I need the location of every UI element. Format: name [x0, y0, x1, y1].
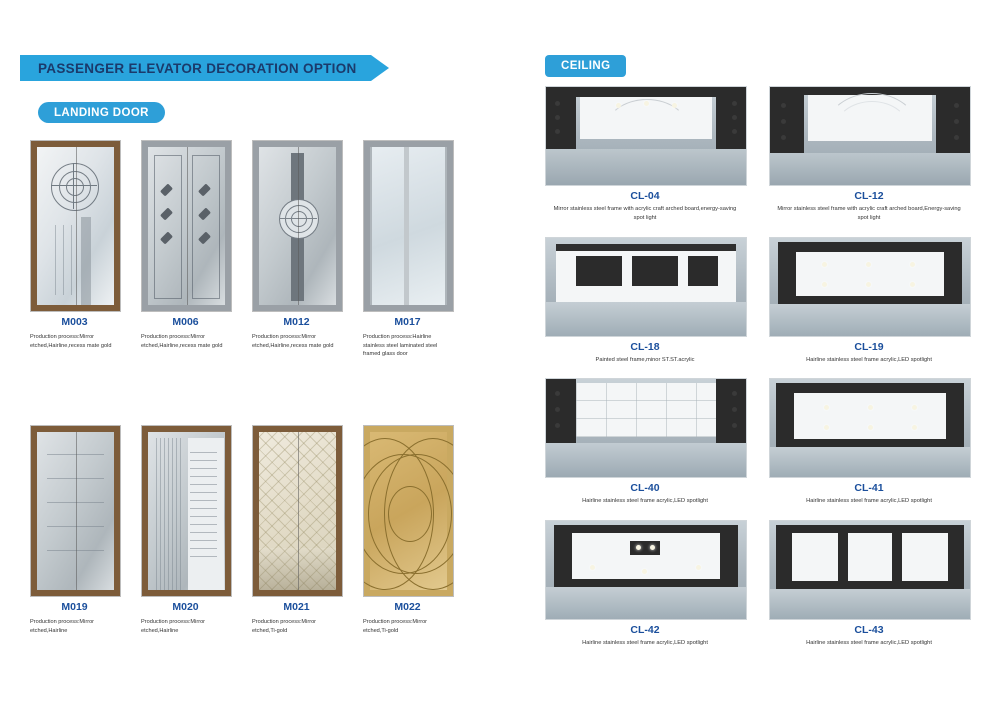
ceiling-description: Hairline stainless steel frame acrylic,LED spotlight	[806, 356, 932, 363]
ceiling-code: CL-12	[854, 190, 884, 202]
ceiling-item-cl-42[interactable]	[545, 520, 745, 648]
ceiling-image-cl-43	[769, 520, 971, 620]
door-description: Production process:Mirror etched,Hairline	[30, 618, 95, 634]
door-item-m006[interactable]	[141, 140, 230, 359]
ceiling-row	[545, 378, 975, 506]
ceiling-item-cl-04[interactable]	[545, 86, 745, 223]
door-item-m017[interactable]	[363, 140, 452, 359]
ceiling-grid	[545, 86, 975, 662]
door-image-m012	[252, 140, 343, 312]
door-description: Production process:Mirror etched,Hairline	[141, 618, 206, 634]
ceiling-description: Painted steel frame,minor ST.ST.acrylic	[595, 356, 695, 363]
ceiling-item-cl-43[interactable]	[769, 520, 969, 648]
door-image-m017	[363, 140, 454, 312]
ceiling-description: Hairline stainless steel frame acrylic,LED spotlight	[806, 498, 932, 505]
door-item-m021[interactable]	[252, 425, 341, 635]
door-code: M021	[283, 600, 310, 613]
door-description: Production process:Mirror etched,Ti-gold	[363, 618, 428, 634]
ceiling-description: Hairline stainless steel frame acrylic,LED spotlight	[582, 498, 708, 505]
door-description: Production process:Mirror etched,Hairline,recess mate gold	[30, 334, 112, 349]
door-item-m003[interactable]	[30, 140, 119, 359]
door-code: M006	[172, 316, 199, 328]
ceiling-image-cl-19	[769, 237, 971, 337]
ceiling-description: Hairline stainless steel frame acrylic,LED spotlight	[806, 640, 932, 647]
main-banner	[20, 55, 389, 81]
door-description: Production process:Mirror etched,Hairline,recess mate gold	[141, 334, 223, 349]
ceiling-image-cl-41	[769, 378, 971, 478]
door-row	[30, 425, 500, 635]
ceiling-image-cl-04	[545, 86, 747, 186]
section-label-ceiling	[545, 55, 626, 77]
door-image-m020	[141, 425, 232, 597]
door-code: M022	[394, 600, 421, 613]
door-image-m003	[30, 140, 121, 312]
door-description: Production process:Mirror etched,Hairline,recess mate gold	[252, 334, 334, 349]
door-image-m006	[141, 140, 232, 312]
door-code: M019	[61, 600, 88, 613]
ceiling-code: CL-19	[854, 340, 884, 353]
door-item-m019[interactable]	[30, 425, 119, 635]
door-image-m021	[252, 425, 343, 597]
door-description: Production process:Hairline stainless steel laminated steel framed glass door	[363, 334, 438, 358]
ceiling-description: Mirror stainless steel frame with acrylic craft arched board,Energy-saving spot light	[777, 206, 961, 221]
ceiling-image-cl-18	[545, 237, 747, 337]
door-image-m022	[363, 425, 454, 597]
ceiling-code: CL-41	[854, 482, 884, 495]
ceiling-code: CL-04	[630, 190, 660, 202]
ceiling-row	[545, 86, 975, 223]
section-label-landing-door	[38, 102, 165, 123]
ceiling-item-cl-40[interactable]	[545, 378, 745, 506]
door-code: M017	[394, 316, 421, 328]
ceiling-row	[545, 520, 975, 648]
ceiling-description: Mirror stainless steel frame with acrylic craft arched board,energy-saving spot light	[553, 206, 737, 221]
ceiling-label: CEILING	[561, 60, 611, 72]
ceiling-row	[545, 237, 975, 365]
ceiling-image-cl-12	[769, 86, 971, 186]
ceiling-code: CL-18	[630, 340, 660, 353]
ceiling-description: Hairline stainless steel frame acrylic,LED spotlight	[582, 640, 708, 647]
ceiling-item-cl-19[interactable]	[769, 237, 969, 365]
ceiling-code: CL-43	[854, 624, 884, 637]
door-code: M003	[61, 316, 88, 328]
door-item-m012[interactable]	[252, 140, 341, 359]
ceiling-item-cl-18[interactable]	[545, 237, 745, 365]
door-description: Production process:Mirror etched,Ti-gold	[252, 618, 317, 634]
landing-door-grid	[30, 140, 500, 635]
ceiling-item-cl-12[interactable]	[769, 86, 969, 223]
ceiling-item-cl-41[interactable]	[769, 378, 969, 506]
ceiling-code: CL-40	[630, 482, 660, 495]
banner-arrow-icon	[371, 55, 389, 81]
door-row	[30, 140, 500, 359]
main-banner-text: PASSENGER ELEVATOR DECORATION OPTION	[20, 55, 371, 81]
landing-door-label: LANDING DOOR	[54, 106, 149, 119]
ceiling-image-cl-40	[545, 378, 747, 478]
ceiling-image-cl-42	[545, 520, 747, 620]
door-code: M012	[283, 316, 310, 328]
door-code: M020	[172, 600, 199, 613]
door-item-m022[interactable]	[363, 425, 452, 635]
door-item-m020[interactable]	[141, 425, 230, 635]
ceiling-code: CL-42	[630, 624, 660, 637]
door-image-m019	[30, 425, 121, 597]
